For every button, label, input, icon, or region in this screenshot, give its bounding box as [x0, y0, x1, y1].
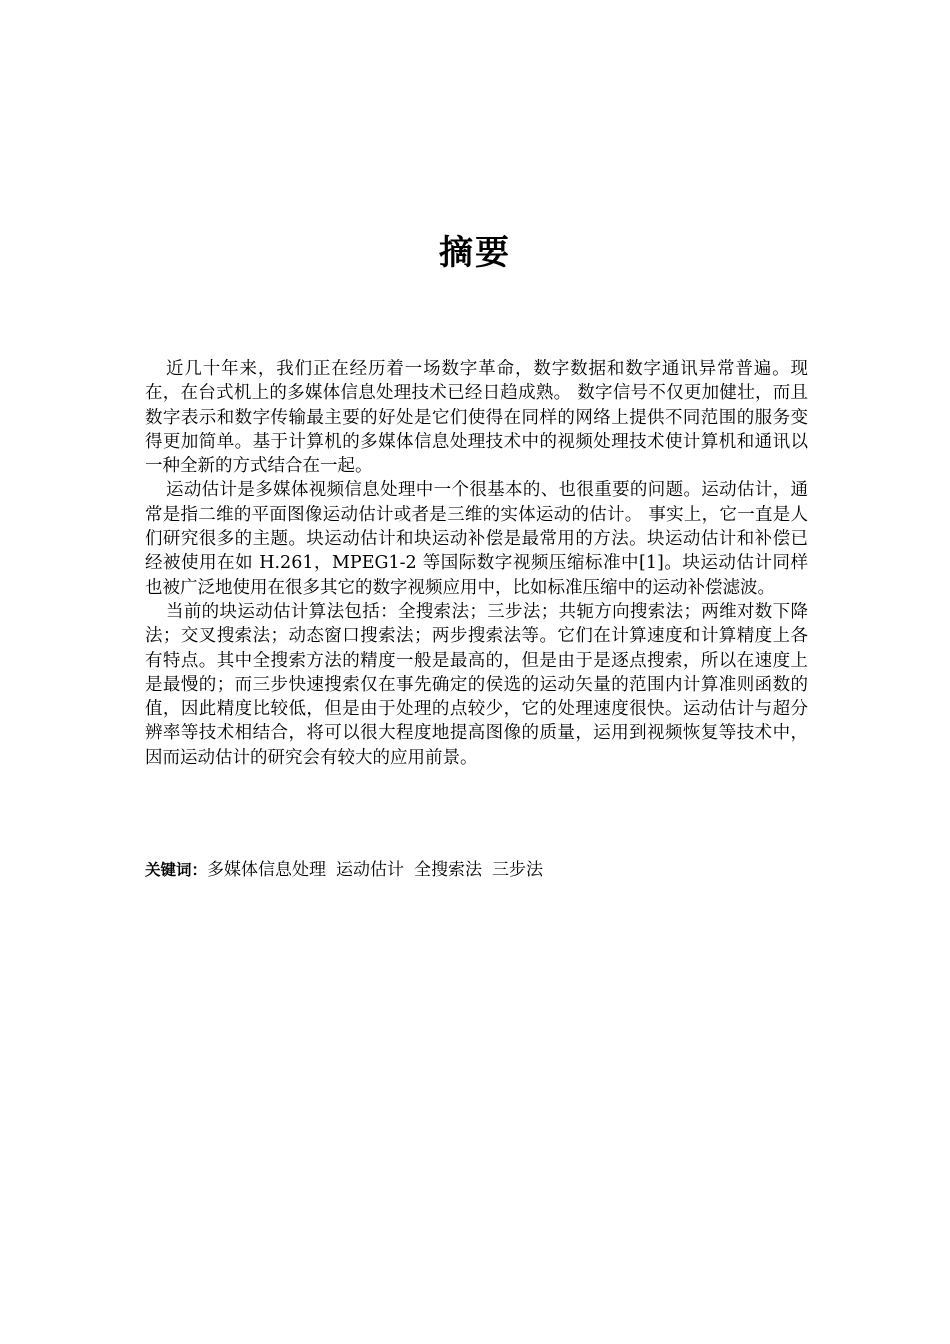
abstract-paragraph-1: 近几十年来，我们正在经历着一场数字革命，数字数据和数字通讯异常普遍。现在，在台式机上的多媒体信息处理技术已经日趋成熟。 数字信号不仅更加健壮，而且数字表示和数字传输最主要的好处是它们使得在同样的网络上提供不同范围的服务变得更加简单。基于计算机的多媒体信息处理技术中的视频处理技术使计算机和通讯以一种全新的方式结合在一起。 — [145, 359, 808, 477]
page-title: 摘要 — [439, 233, 511, 273]
abstract-paragraph-2: 运动估计是多媒体视频信息处理中一个很基本的、也很重要的问题。运动估计，通常是指二维的平面图像运动估计或者是三维的实体运动的估计。 事实上，它一直是人们研究很多的主题。块运动估计和块运动补偿是最常用的方法。块运动估计和补偿已经被使用在如 H.261，MPEG1-2 等国际数字视频压缩标准中[1]。块运动估计同样也被广泛地使用在很多其它的数字视频应用中，比如标准压缩中的运动补偿滤波。 — [145, 480, 808, 598]
keyword-item: 全搜索法 — [414, 860, 483, 880]
keywords-label: 关键词： — [145, 861, 208, 879]
keywords-line — [145, 858, 808, 882]
abstract-body — [145, 357, 808, 770]
keyword-item: 多媒体信息处理 — [207, 860, 327, 880]
keyword-item: 三步法 — [492, 860, 544, 880]
keyword-item: 运动估计 — [336, 860, 405, 880]
abstract-paragraph-3: 当前的块运动估计算法包括：全搜索法；三步法；共轭方向搜索法；两维对数下降法；交叉搜索法；动态窗口搜索法；两步搜索法等。它们在计算速度和计算精度上各有特点。其中全搜索方法的精度一般是最高的，但是由于是逐点搜索，所以在速度上是最慢的；而三步快速搜索仅在事先确定的侯选的运动矢量的范围内计算准则函数的值，因此精度比较低，但是由于处理的点较少，它的处理速度很快。运动估计与超分辨率等技术相结合，将可以很大程度地提高图像的质量，运用到视频恢复等技术中，因而运动估计的研究会有较大的应用前景。 — [145, 601, 808, 768]
